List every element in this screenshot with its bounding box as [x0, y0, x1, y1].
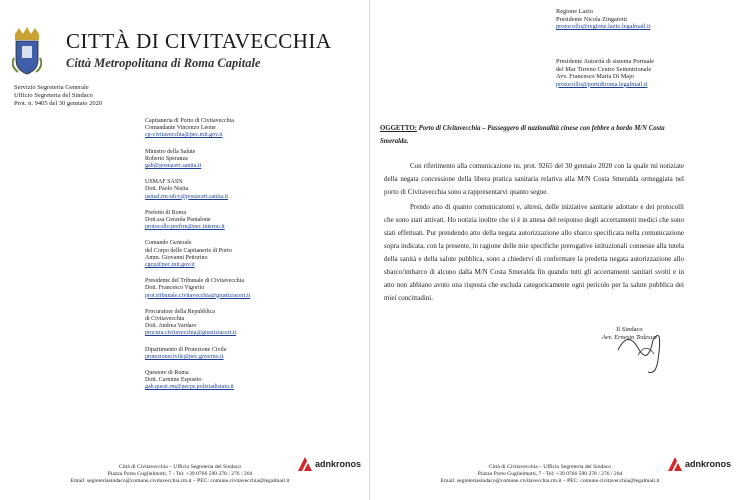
recipient-email-link[interactable]: cp-civitavecchia@pec.mit.gov.it — [145, 132, 223, 139]
recipient-block — [145, 118, 355, 140]
signature-name: Avv. Ernesto Tedesco — [602, 334, 657, 341]
recipient-line: USMAF SASN — [145, 179, 183, 186]
recipient-list — [145, 118, 355, 401]
adnkronos-watermark — [298, 455, 361, 473]
city-title: CITTÀ DI CIVITAVECCHIA — [66, 29, 332, 53]
signature-title: Il Sindaco — [616, 326, 643, 333]
footer-line: Piazza Porto Guglielmotti, 7 - Tel: +39 0766 590 278 / 276 / 204 — [477, 471, 623, 477]
footer-line: Piazza Porto Guglielmotti, 7 - Tel: +39 0766 590 278 / 276 / 204 — [107, 471, 253, 477]
subject-line — [380, 122, 670, 148]
body-paragraph: Prendo atto di quanto comunicatomi e, altresì, delle iniziative sanitarie adottate e dei protocolli che sono stati attivati. Ho notizia inoltre che si è in attesa del responso degli accertamenti medici che sono stati effettuati. Pur prendendo atto della negata autorizzazione allo sbarco specificata nella comunicazione sopra indicata, con la presente, in ragione delle mie specifiche prerogative istituzionali connesse alla tutela della sanità e della salute pubblica, sono a chiedervi di confermare la predetta negata autorizzazione allo sbarco/imbarco di alcuno dalla M/N Costa Smeralda fin quando tutti gli accertamenti sanitari svolti e in atto non abbiano avuto una risposta che escluda categoricamente ogni pericolo per la salute pubblica dei miei concittadini. — [384, 203, 684, 302]
footer-line: Email: segreteriasindaco@comune.civitavecchia.rm.it – PEC: comune.civitavecchia@legalmail.it — [440, 478, 660, 484]
recipient-email-link[interactable]: prot.tribunale.civitavecchia@giustiziacert.it — [145, 292, 251, 299]
recipient-email-link[interactable]: cgcp@pec.mit.gov.it — [145, 262, 195, 269]
recipient-block — [145, 309, 355, 338]
recipient-line: Dott.ssa Gerarda Pantalone — [145, 217, 211, 224]
addressee-email-link[interactable]: protocollo@regione.lazio.legalmail.it — [556, 23, 651, 31]
recipient-block — [145, 149, 355, 171]
adnkronos-label: adnkronos — [315, 459, 362, 469]
subject-text: Porto di Civitavecchia – Passeggero di nazionalità cinese con febbre a bordo M/N Costa Smeralda. — [380, 125, 665, 145]
addressee-line: del Mar Tirreno Centro Settentrionale — [556, 65, 652, 73]
recipient-line: Dott. Francesco Vigorito — [145, 285, 205, 292]
recipient-line: Prefetto di Roma — [145, 209, 186, 216]
recipient-line: Questore di Roma — [145, 370, 189, 377]
city-crest-icon — [12, 26, 42, 76]
recipient-line: Dott. Andrea Vardaro — [145, 323, 197, 330]
body-paragraph: Con riferimento alla comunicazione ns. prot. 9265 del 30 gennaio 2020 con la quale mi notiziate della negata concessione della libera pratica sanitaria relativa alla M/N Costa Smeralda ormeggiata nel porto di Civitavecchia sono a rappresentarvi quanto segue. — [384, 162, 684, 196]
addressee-line: Presidente Autorità di sistema Portuale — [556, 58, 654, 65]
subject-label: OGGETTO: — [380, 125, 417, 132]
recipient-block — [145, 240, 355, 269]
handwritten-signature — [608, 320, 678, 380]
recipient-line: Comandante Vincenzo Leone — [145, 125, 216, 132]
addressee-block — [556, 58, 654, 88]
recipient-email-link[interactable]: usmaf.rm-ufcv@postacert.sanita.it — [145, 193, 228, 200]
footer-line: Email: segreteriasindaco@comune.civitavecchia.rm.it – PEC: comune.civitavecchia@legalmail.it — [70, 478, 290, 484]
office-line: Ufficio Segreteria del Sindaco — [14, 92, 93, 99]
recipient-email-link[interactable]: procura.civitavecchia@giustiziacert.it — [145, 330, 237, 337]
adnkronos-logo-icon — [668, 457, 682, 471]
recipient-line: Capitaneria di Porto di Civitavecchia — [145, 118, 234, 124]
recipient-line: Amm. Giovanni Pettorino — [145, 254, 208, 261]
adnkronos-label: adnkronos — [685, 459, 732, 469]
office-line: Servizio Segreteria Generale — [14, 84, 89, 91]
recipient-line: di Civitavecchia — [145, 316, 185, 323]
recipient-line: Dott. Carmine Esposito — [145, 377, 202, 384]
addressee-email-link[interactable]: protocollo@portidiroma.legalmail.it — [556, 80, 648, 88]
addressee-line: Presidente Nicola Zingaretti — [556, 15, 627, 23]
city-subtitle: Città Metropolitana di Roma Capitale — [66, 56, 261, 70]
recipient-line: Presidente del Tribunale di Civitavecchia — [145, 278, 244, 285]
adnkronos-watermark — [668, 455, 731, 473]
recipient-line: Procuratore della Repubblica — [145, 308, 215, 315]
recipient-block — [145, 278, 355, 300]
letter-footer — [400, 464, 700, 485]
addressee-block — [556, 8, 650, 31]
recipient-line: del Corpo delle Capitanerie di Porto — [145, 247, 232, 254]
letter-footer — [30, 464, 330, 485]
recipient-block — [145, 179, 355, 201]
recipient-line: Dipartimento di Protezione Civile — [145, 346, 227, 353]
adnkronos-logo-icon — [298, 457, 312, 471]
recipient-email-link[interactable]: gab.quest.rm@pecps.poliziadistato.it — [145, 384, 234, 391]
recipient-line: Roberto Speranza — [145, 155, 188, 162]
footer-line: Città di Civitavecchia – Ufficio Segreteria del Sindaco — [118, 464, 242, 470]
recipient-email-link[interactable]: protezionecivile@pec.governo.it — [145, 353, 224, 360]
recipient-email-link[interactable]: gab@postacert.sanita.it — [145, 163, 202, 170]
recipient-block — [145, 210, 355, 232]
footer-line: Città di Civitavecchia – Ufficio Segreteria del Sindaco — [488, 464, 612, 470]
recipient-block — [145, 370, 355, 392]
recipient-email-link[interactable]: protocollo.prefrm@pec.interno.it — [145, 224, 225, 231]
office-block — [14, 84, 102, 108]
recipient-block — [145, 347, 355, 361]
addressee-line: Regione Lazio — [556, 8, 593, 15]
protocol-number: Prot. n. 9405 del 30 gennaio 2020 — [14, 100, 103, 107]
addressee-line: Avv. Francesco Maria Di Majo — [556, 73, 634, 81]
recipient-line: Comando Generale — [145, 240, 192, 247]
recipient-line: Dott. Paolo Nisita — [145, 186, 189, 193]
right-page — [370, 0, 740, 500]
recipient-line: Ministro della Salute — [145, 148, 196, 155]
letter-body — [384, 160, 684, 307]
